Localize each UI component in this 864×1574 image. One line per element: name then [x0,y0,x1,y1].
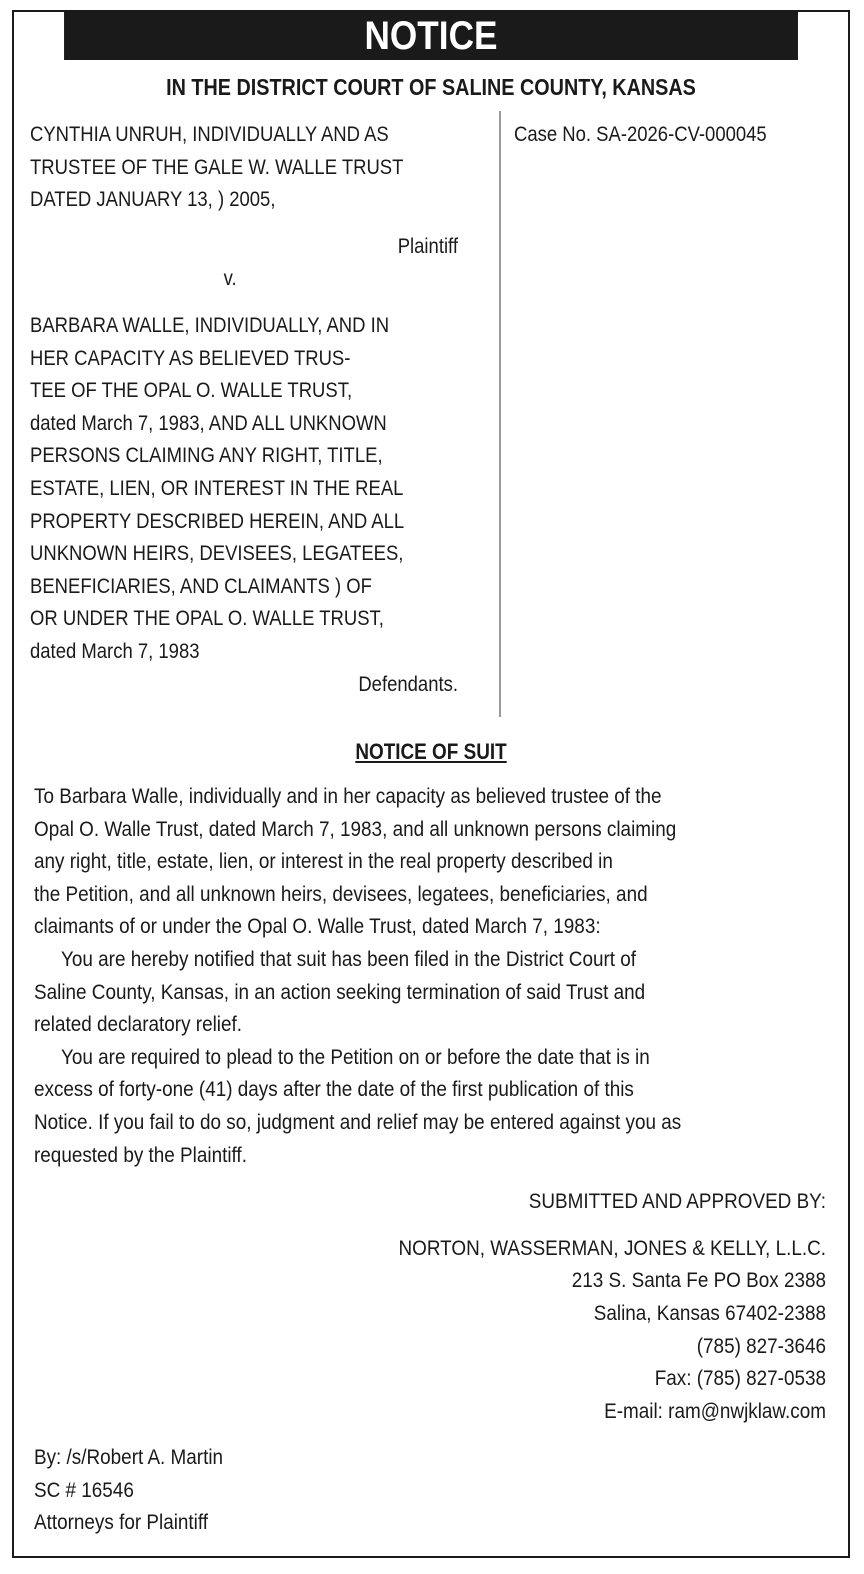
defendant-line: BARBARA WALLE, INDIVIDUALLY, AND IN [30,313,390,337]
defendant-role: Defendants. [358,672,458,696]
defendant-line: dated March 7, 1983 [30,639,200,663]
firm-address [14,1233,826,1429]
body-line: related declaratory relief. [34,1013,243,1037]
party-block [30,119,458,701]
firm-email: E-mail: ram@nwjklaw.com [604,1399,826,1423]
notice-banner [64,12,798,60]
section-title: NOTICE OF SUIT [355,739,507,764]
body-line: Saline County, Kansas, in an action seeking termination of said Trust and [34,980,646,1004]
body-line: You are hereby notified that suit has been filed in the District Court of [61,947,637,971]
firm-name: NORTON, WASSERMAN, JONES & KELLY, L.L.C. [398,1236,826,1260]
court-heading: IN THE DISTRICT COURT OF SALINE COUNTY, KANSAS [166,74,696,100]
body-line: the Petition, and all unknown heirs, devisees, legatees, beneficiaries, and [34,882,648,906]
plaintiff-role: Plaintiff [397,234,458,258]
body-line: You are required to plead to the Petition on or before the date that is in [61,1045,650,1069]
plaintiff-line: DATED JANUARY 13, ) 2005, [30,188,276,212]
defendant-line: TEE OF THE OPAL O. WALLE TRUST, [30,379,353,403]
defendant-line: dated March 7, 1983, AND ALL UNKNOWN [30,411,387,435]
address-paragraph [34,781,826,944]
signature-line: By: /s/Robert A. Martin [34,1446,224,1470]
firm-phone: (785) 827-3646 [696,1334,826,1358]
firm-street: 213 S. Santa Fe PO Box 2388 [571,1269,826,1293]
banner-title: NOTICE [364,13,498,58]
defendant-line: PERSONS CLAIMING ANY RIGHT, TITLE, [30,444,383,468]
case-caption [14,111,848,721]
plaintiff-line: CYNTHIA UNRUH, INDIVIDUALLY AND AS [30,123,389,146]
defendant-line: BENEFICIARIES, AND CLAIMANTS ) OF [30,574,372,598]
defendant-line: HER CAPACITY AS BELIEVED TRUS- [30,346,351,370]
submitted-block [14,1186,826,1428]
body-line: Opal O. Walle Trust, dated March 7, 1983, and all unknown persons claiming [34,817,677,841]
submitted-heading: SUBMITTED AND APPROVED BY: [528,1190,826,1214]
defendant-line: ESTATE, LIEN, OR INTEREST IN THE REAL [30,476,404,500]
bar-number: SC # 16546 [34,1478,134,1502]
caption-divider [499,111,501,717]
notified-paragraph [34,944,826,1042]
notice-frame [12,10,850,1558]
defendant-line: UNKNOWN HEIRS, DEVISEES, LEGATEES, [30,542,404,566]
signature-block [34,1442,848,1540]
body-line: claimants of or under the Opal O. Walle Trust, dated March 7, 1983: [34,915,601,939]
defendant-line: OR UNDER THE OPAL O. WALLE TRUST, [30,607,384,631]
plead-paragraph [34,1042,826,1172]
body-line: To Barbara Walle, individually and in her capacity as believed trustee of the [34,785,662,808]
body-line: Notice. If you fail to do so, judgment and relief may be entered against you as [34,1110,682,1134]
case-number: Case No. SA-2026-CV-000045 [514,123,767,146]
body-line: requested by the Plaintiff. [34,1143,247,1167]
plaintiff-line: TRUSTEE OF THE GALE W. WALLE TRUST [30,155,404,179]
firm-fax: Fax: (785) 827-0538 [654,1367,826,1391]
notice-body [34,781,826,1172]
firm-city: Salina, Kansas 67402-2388 [593,1301,826,1325]
attorney-role: Attorneys for Plaintiff [34,1511,209,1535]
defendant-line: PROPERTY DESCRIBED HEREIN, AND ALL [30,509,405,533]
versus-label: v. [223,267,237,291]
body-line: excess of forty-one (41) days after the date of the first publication of this [34,1078,634,1102]
body-line: any right, title, estate, lien, or interest in the real property described in [34,850,613,874]
